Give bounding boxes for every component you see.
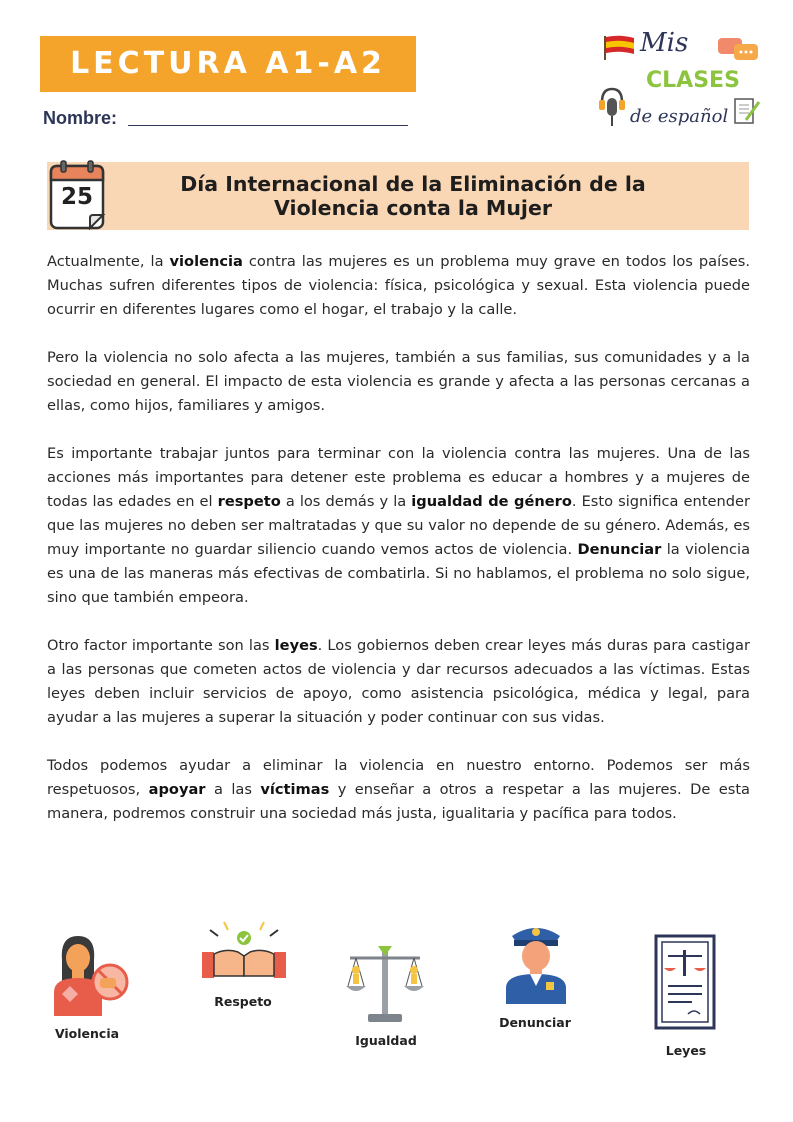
title-box [47,162,749,230]
keyword: respeto [217,493,281,510]
logo [596,28,766,140]
keyword: violencia [169,253,243,270]
text-run: contra las mujeres es un problema muy grave en todos los países. Muchas sufren diferentes tipos de violencia: física, psicológica y sexual. Esta violencia puede ocurrir en diferentes lugares como el hogar, el trabajo y la calle. [47,253,751,318]
paragraph [47,634,750,730]
text-run: a las [205,781,261,798]
name-input-line[interactable] [128,125,408,126]
label-igualdad: Igualdad [355,1033,417,1048]
label-respeto: Respeto [214,994,272,1009]
notebook-pencil-icon [732,96,762,126]
police-officer-icon [500,918,572,1006]
logo-de-espanol: de español [630,106,729,127]
keyword: víctimas [260,781,330,798]
level-title: LECTURA A1-A2 [70,46,386,81]
keyword: Denunciar [577,541,662,558]
microphone-icon [598,86,626,130]
text-run: Pero la violencia no solo afecta a las mujeres, también a sus familias, sus comunidades y a la sociedad en general. El impacto de esta violencia es grande y afecta a las personas cercanas a ellas, como hijos, familiares y amigos. [47,349,750,414]
paragraph [47,346,750,418]
label-denunciar: Denunciar [499,1015,571,1030]
text-run: Es importante trabajar juntos para terminar con la violencia contra las mujeres. Una de las acciones más importantes para detener este problema es educar a hombres y a mujeres de todas las edades en el [47,445,750,510]
paragraph [47,442,750,610]
speech-bubbles-icon [716,34,760,64]
keyword: leyes [274,637,318,654]
title-line-1: Día Internacional de la Eliminación de la [180,172,646,196]
handshake-respect-icon [198,918,290,986]
logo-mis: Mis [640,28,689,58]
page-title [147,172,679,220]
text-run: . Los gobiernos deben crear leyes más duras para castigar a las personas que cometen actos de violencia y dar recursos adecuados a las víctimas. Estas leyes deben incluir servicios de apoyo, como asistencia psicológica, médica y legal, para ayudar a las mujeres a superar la situación y poder continuar con sus vidas. [47,637,750,726]
title-line-2: Violencia conta la Mujer [274,196,552,220]
reading-text [47,250,750,850]
text-run: Todos podemos ayudar a eliminar la violencia en nuestro entorno. Podemos ser más respetuosos, [47,757,750,798]
label-violencia: Violencia [54,1026,120,1041]
logo-clases: CLASES [646,68,740,93]
keyword: igualdad de género [411,493,572,510]
law-document-icon [652,932,718,1032]
spain-flag-icon [602,34,636,60]
label-leyes: Leyes [665,1043,707,1058]
keyword: apoyar [148,781,206,798]
text-run: la violencia es una de las maneras más efectivas de combatirla. Si no hablamos, el problema no solo sigue, sino que también empeora. [47,541,751,606]
scales-equality-icon [344,942,426,1026]
text-run: a los demás y la [280,493,412,510]
text-run: Otro factor importante son las [47,637,275,654]
text-run: Actualmente, la [47,253,170,270]
text-run: . Esto significa entender que las mujeres no deben ser maltratadas y que su valor no depende de su género. Además, es muy importante no guardar siliencio cuando vemos actos de violencia. [47,493,750,558]
woman-violence-icon [48,930,132,1018]
calendar-day: 25 [60,184,93,210]
name-label: Nombre: [43,108,118,128]
text-run: y enseñar a otros a respetar a las mujeres. De esta manera, podremos construir una sociedad más justa, igualitaria y pacífica para todos. [47,781,750,822]
paragraph [47,754,750,826]
paragraph [47,250,750,322]
calendar-icon [48,160,108,232]
level-banner [40,36,416,92]
